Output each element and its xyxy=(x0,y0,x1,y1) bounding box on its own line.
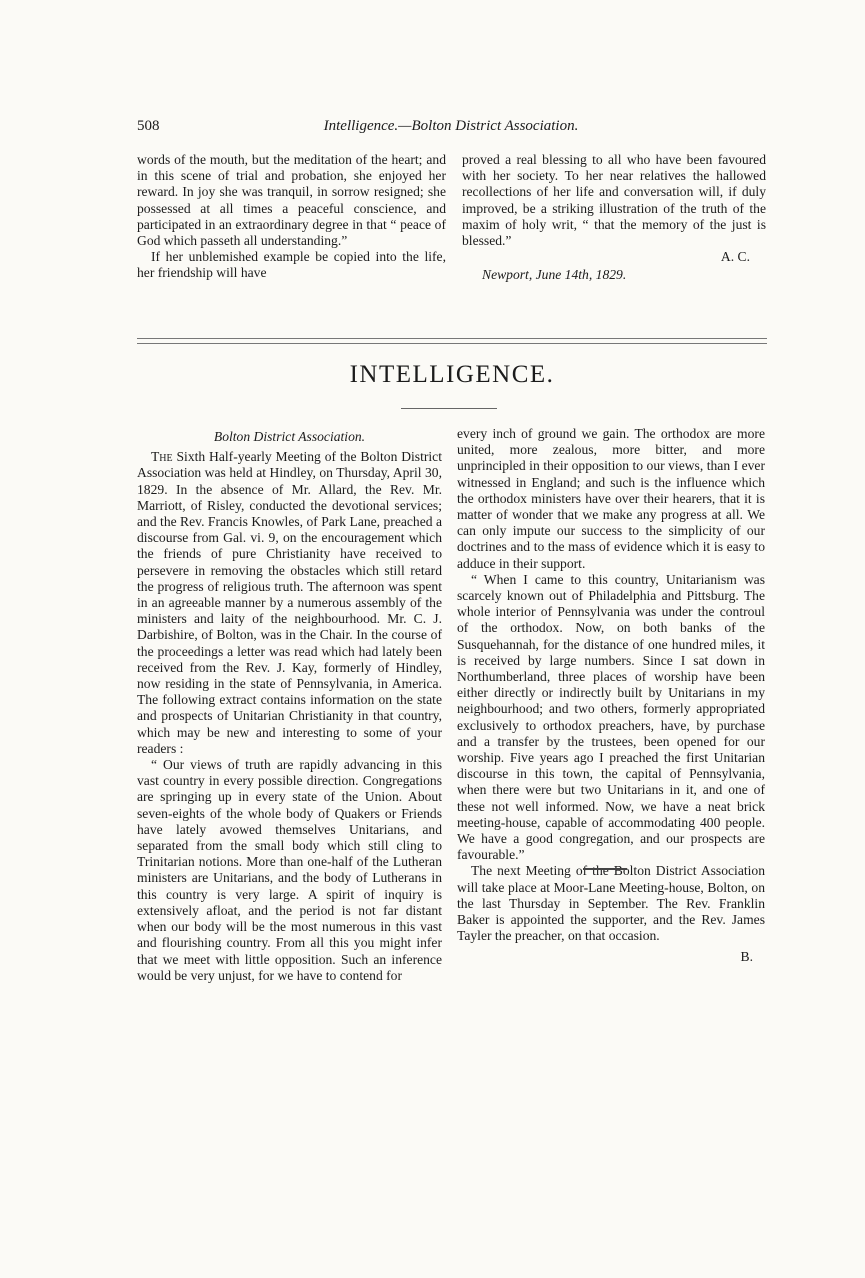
page-number: 508 xyxy=(137,118,160,134)
running-head xyxy=(137,118,765,140)
article-paragraph-5: The next Meeting of the Bolton District Association will take place at Moor-Lane Meeting-house, Bolton, on the last Thursday in September. The Rev. Franklin Baker is appointed the supporter, and the Rev. James Tayler the preacher, on that occasion. xyxy=(457,863,765,944)
lead-word: The xyxy=(151,449,173,465)
article-paragraph-2: “ Our views of truth are rapidly advancing in this vast country in every possible direction. Congregations are springing up in every state of the Union. About seven-eights of the whole body of Quakers or Friends have lately avowed themselves Unitarians, and separated from the small body which still cling to Trinitarian notions. More than one-half of the Lutheran ministers are Unitarians, and the body of Lutherans in this country is very large. A spirit of inquiry is extensively afloat, and the period is not far distant when our body will be the most numerous in this vast and flourishing country. From all this you might infer that we meet with little opposition. Such an inference would be very unjust, for we have to contend for xyxy=(137,757,442,983)
title-underline-rule xyxy=(401,408,497,409)
article-heading: Bolton District Association. xyxy=(213,429,366,444)
article-left-column xyxy=(137,429,442,984)
obituary-dateline: Newport, June 14th, 1829. xyxy=(482,267,627,283)
article-right-column xyxy=(457,426,765,965)
article-signature: B. xyxy=(740,948,753,964)
section-title: INTELLIGENCE. xyxy=(349,361,555,388)
article-paragraph-4: “ When I came to this country, Unitarianism was scarcely known out of Philadelphia and Pittsburg. The whole interior of Pennsylvania was under the controul of the orthodox. Now, on both banks of the Susquehannah, for the distance of one hundred miles, it is received by large numbers. Since I sat down in Northumberland, three places of worship have been either directly or indirectly built by Unitarians in my neighbourhood; and two others, formerly appropriated exclusively to orthodox preachers, have, by purchase and a transfer by the trustees, been opened for our worship. Five years ago I preached the first Unitarian discourse in this town, the capital of Pennsylvania, when there were but two Unitarians in it, and one of these not well informed. Now, we have a neat brick meeting-house, capable of accommodating 400 people. We have a good congregation, and our prospects are favourable.” xyxy=(457,571,765,863)
section-divider-rule xyxy=(137,338,767,344)
obituary-continuation-paragraph: proved a real blessing to all who have been favoured with her society. To her near relatives the hallowed recollections of her life and conversation will, if duly improved, be a striking illustration of the truth of the maxim of holy writ, “ that the memory of the just is blessed.” xyxy=(462,152,766,249)
running-title: Intelligence.—Bolton District Association. xyxy=(323,118,579,134)
top-left-column xyxy=(137,152,446,282)
article-paragraph-1-text: Sixth Half-yearly Meeting of the Bolton District Association was held at Hindley, on Thursday, April 30, 1829. In the absence of Mr. Allard, the Rev. Mr. Marriott, of Risley, conducted the devotional services; and the Rev. Francis Knowles, of Park Lane, preached a discourse from Gal. vi. 9, on the encouragement which the friends of pure Christianity have received to persevere in removing the obstacles which still retard the progress of religious truth. The afternoon was spent in an agreeable manner by a numerous assembly of the ministers and laity of the neighbourhood. Mr. C. J. Darbishire, of Bolton, was in the Chair. In the course of the proceedings a letter was read which had lately been received from the Rev. J. Kay, formerly of Hindley, now residing in the state of Pennsylvania, in America. The following extract contains information on the state and prospects of Unitarian Christianity in that country, which may be new and interesting to some of your readers : xyxy=(137,449,442,756)
article-paragraph-3: every inch of ground we gain. The orthodox are more united, more zealous, more bitter, and more unprincipled in their opposition to our views, than I ever witnessed in England; and such is the influence which the orthodox ministers have over their hearers, that it is matter of wonder that we make any progress at all. We can only impute our success to the simplicity of our doctrines and to the mass of evidence which it is easy to adduce in their support. xyxy=(457,426,765,571)
article-end-rule xyxy=(583,868,627,870)
obituary-paragraph: If her unblemished example be copied into the life, her friendship will have xyxy=(137,249,446,281)
obituary-signature: A. C. xyxy=(720,249,750,265)
obituary-continuation-paragraph: words of the mouth, but the meditation of the heart; and in this scene of trial and probation, she enjoyed her reward. In joy she was tranquil, in sorrow resigned; she possessed at all times a peaceful conscience, and participated in an extraordinary degree in that “ peace of God which passeth all understanding.” xyxy=(137,152,446,249)
article-paragraph-1 xyxy=(137,449,442,757)
top-right-column xyxy=(462,152,766,284)
